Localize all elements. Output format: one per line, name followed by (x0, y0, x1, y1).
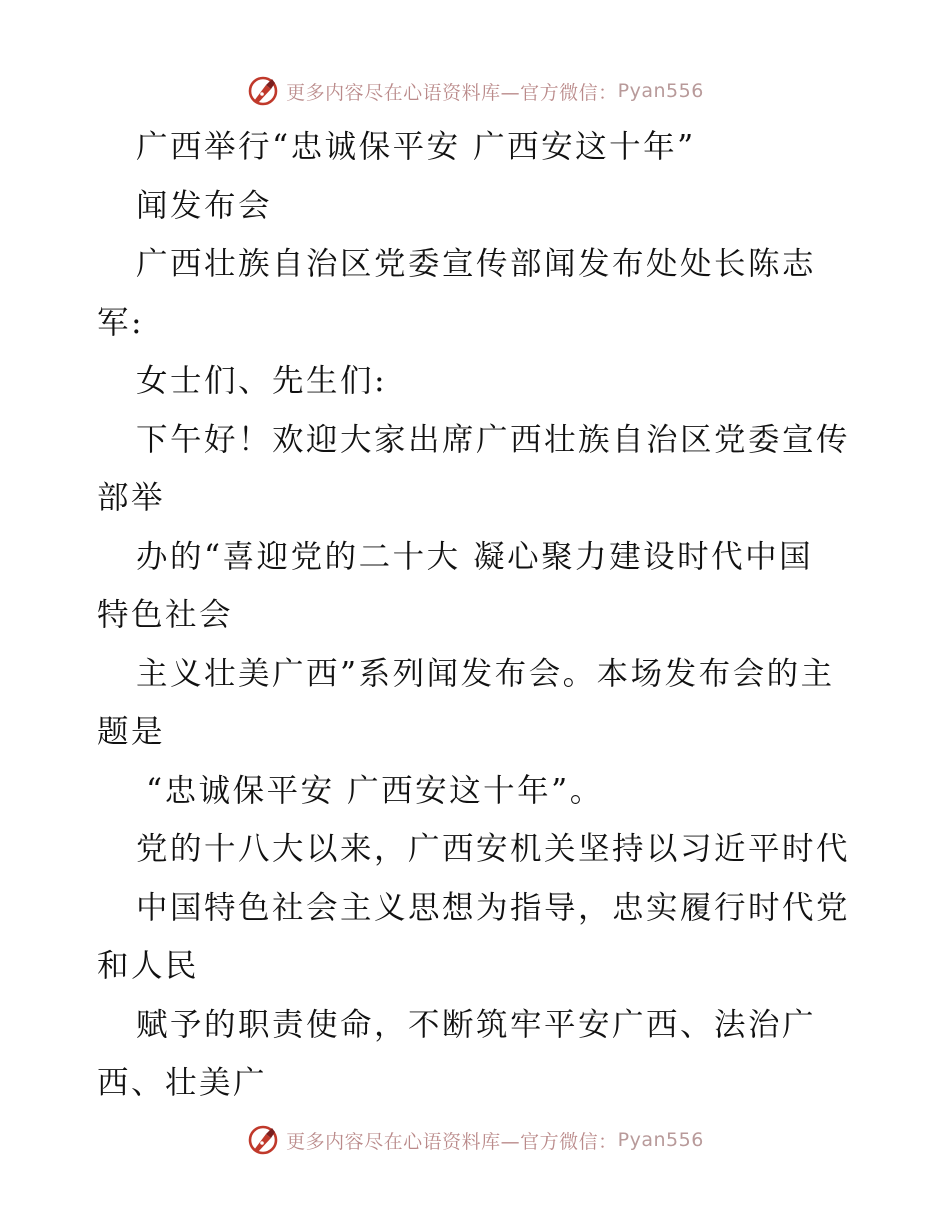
text-line: 闻发布会 (136, 187, 273, 224)
text-line: 下午好！欢迎大家出席广西壮族自治区党委宣传 (136, 421, 851, 458)
text-line: 特色社会 (97, 597, 234, 633)
watermark-header (0, 71, 950, 111)
watermark-wechat-id: Pyan556 (617, 1129, 704, 1151)
watermark-text: 更多内容尽在心语资料库—官方微信： (286, 1130, 618, 1153)
text-line: “忠诚保平安 广西安这十年”。 (146, 772, 604, 809)
text-line: 西、壮美广 (97, 1065, 268, 1101)
text-line: 主义壮美广西”系列闻发布会。本场发布会的主 (136, 655, 835, 692)
text-line: 中国特色社会主义思想为指导，忠实履行时代党 (136, 889, 851, 926)
text-line: 广西壮族自治区党委宣传部闻发布处处长陈志 (136, 246, 817, 282)
watermark-text: 更多内容尽在心语资料库—官方微信： (286, 81, 618, 104)
pen-nib-circle-icon (246, 74, 280, 108)
pen-nib-circle-icon (246, 1123, 280, 1157)
watermark-wechat-id: Pyan556 (617, 80, 704, 102)
text-line: 广西举行“忠诚保平安 广西安这十年” (136, 129, 696, 165)
text-line: 女士们、先生们: (136, 363, 388, 399)
watermark-footer (0, 1120, 950, 1160)
text-line: 党的十八大以来，广西安机关坚持以习近平时代 (136, 831, 851, 867)
body-text (0, 118, 950, 1113)
text-line: 办的“喜迎党的二十大 凝心聚力建设时代中国 (136, 538, 814, 575)
text-line: 和人民 (97, 948, 200, 984)
text-line: 赋予的职责使命，不断筑牢平安广西、法治广 (136, 1006, 817, 1043)
text-line: 部举 (97, 480, 166, 516)
text-line: 军: (97, 304, 145, 341)
text-line: 题是 (97, 714, 166, 750)
